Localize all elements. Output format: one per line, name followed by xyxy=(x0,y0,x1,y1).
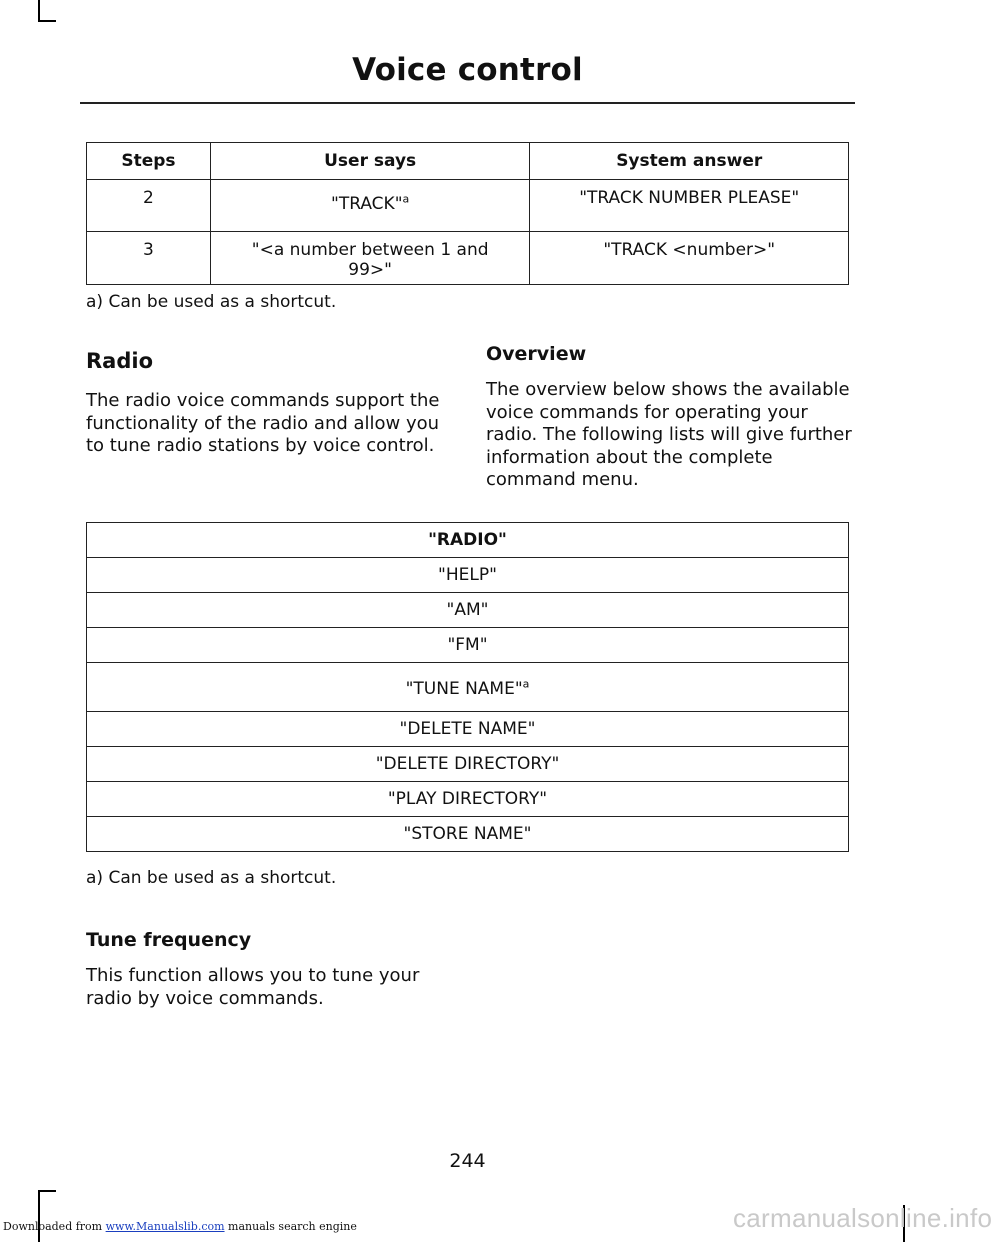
table-row xyxy=(87,180,849,232)
table-row xyxy=(87,628,849,663)
table-row xyxy=(87,782,849,817)
table-row xyxy=(87,523,849,558)
footnote: a) Can be used as a shortcut. xyxy=(86,868,337,888)
command-cell: "STORE NAME" xyxy=(87,817,849,852)
command-cell: "DELETE NAME" xyxy=(87,712,849,747)
crop-mark-top-left-horizontal xyxy=(38,20,56,22)
command-cell: "FM" xyxy=(87,628,849,663)
user-says-text: "TRACK" xyxy=(331,194,403,214)
manualslib-link[interactable]: www.Manualslib.com xyxy=(105,1220,225,1233)
radio-commands-table xyxy=(86,522,849,852)
steps-table-header-row xyxy=(87,143,849,180)
user-says-text: "<a number between 1 and 99>" xyxy=(251,240,489,280)
footer-suffix: manuals search engine xyxy=(224,1220,357,1233)
radio-command-header: "RADIO" xyxy=(87,523,849,558)
table-row xyxy=(87,712,849,747)
radio-paragraph: The radio voice commands support the functionality of the radio and allow you to tune radio stations by voice control. xyxy=(86,390,440,456)
step-cell: 3 xyxy=(87,232,211,285)
download-footer xyxy=(3,1220,357,1233)
table-row xyxy=(87,747,849,782)
command-cell xyxy=(87,663,849,712)
command-cell: "PLAY DIRECTORY" xyxy=(87,782,849,817)
command-text: "TUNE NAME" xyxy=(405,679,523,699)
page-number: 244 xyxy=(449,1150,486,1172)
overview-paragraph: The overview below shows the available voice commands for operating your radio. The following lists will give further information about the complete command menu. xyxy=(486,379,852,490)
page-title: Voice control xyxy=(352,52,583,88)
steps-table xyxy=(86,142,849,285)
table-row xyxy=(87,817,849,852)
table-row xyxy=(87,593,849,628)
command-cell: "HELP" xyxy=(87,558,849,593)
footnote-marker: a xyxy=(402,192,410,206)
step-cell: 2 xyxy=(87,180,211,232)
table-row xyxy=(87,663,849,712)
table-row xyxy=(87,232,849,285)
system-answer-cell: "TRACK NUMBER PLEASE" xyxy=(530,180,849,232)
radio-heading: Radio xyxy=(86,349,153,373)
command-cell: "AM" xyxy=(87,593,849,628)
header-rule xyxy=(80,102,855,104)
watermark: carmanualsonline.info xyxy=(733,1203,992,1233)
tune-frequency-heading: Tune frequency xyxy=(86,929,252,951)
crop-mark-bottom-left-vertical xyxy=(38,1190,40,1242)
steps-header: Steps xyxy=(87,143,211,180)
table-row xyxy=(87,558,849,593)
tune-frequency-paragraph: This function allows you to tune your radio by voice commands. xyxy=(86,965,420,1009)
crop-mark-bottom-left-horizontal xyxy=(38,1190,56,1192)
user-says-cell xyxy=(210,232,530,285)
footnote-marker: a xyxy=(522,677,530,691)
command-cell: "DELETE DIRECTORY" xyxy=(87,747,849,782)
system-answer-header: System answer xyxy=(530,143,849,180)
user-says-cell xyxy=(210,180,530,232)
crop-mark-top-left-vertical xyxy=(38,0,40,22)
system-answer-cell: "TRACK <number>" xyxy=(530,232,849,285)
user-says-header: User says xyxy=(210,143,530,180)
overview-heading: Overview xyxy=(486,343,587,365)
footer-prefix: Downloaded from xyxy=(3,1220,106,1233)
footnote: a) Can be used as a shortcut. xyxy=(86,292,337,312)
